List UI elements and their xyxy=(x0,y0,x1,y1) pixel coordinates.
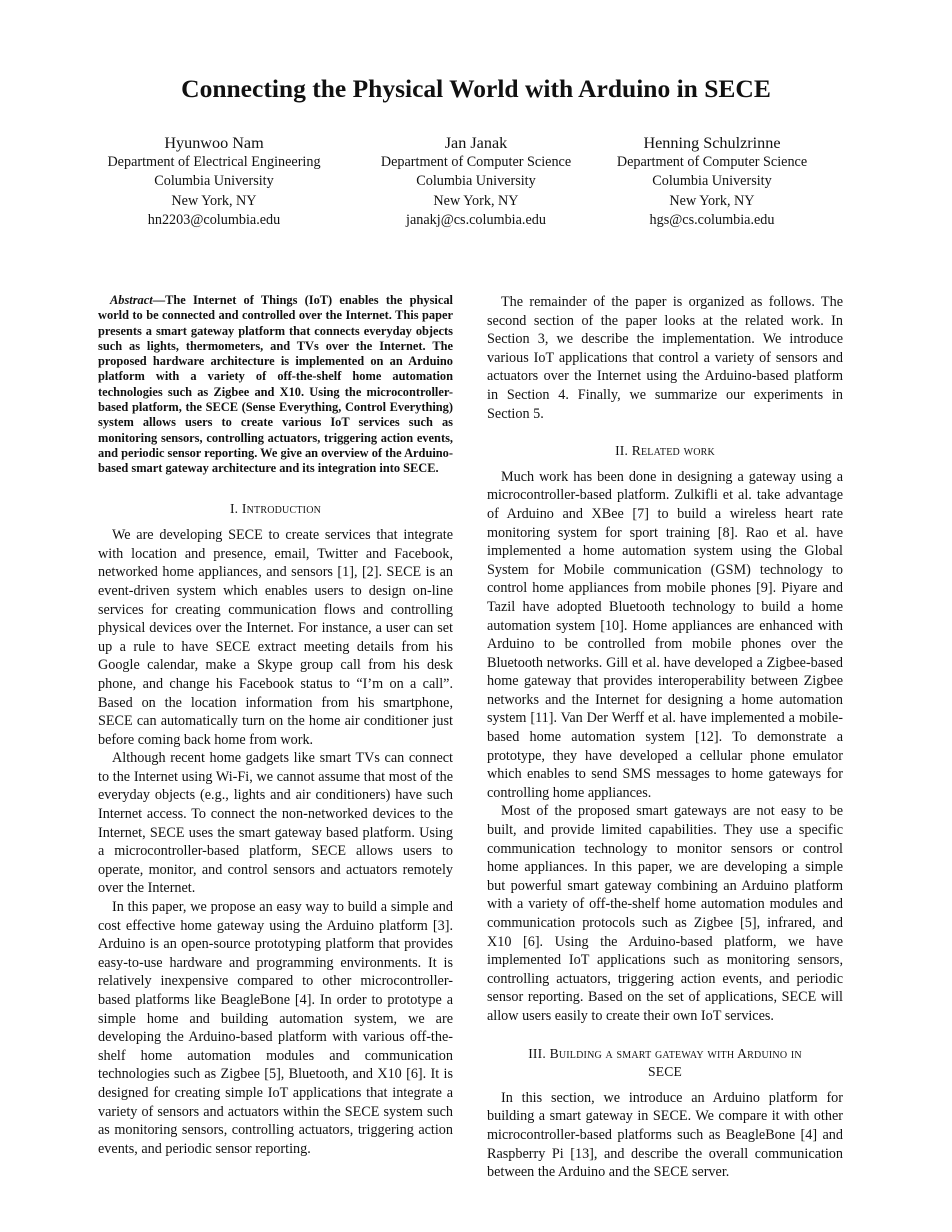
paragraph: Much work has been done in designing a gateway using a microcontroller-based platform. Zulkifli et al. take advantage of Arduino and XBee [7] to build a wireless heart rate monitoring system for sport training [8]. Rao et al. have implemented a home automation system using the Global System for Mobile communication (GSM) technology to control home appliances from mobile phones [9]. Piyare and Tazil have adopted Bluetooth technology to build a home automation system [10]. Home appliances are enhanced with Arduino to be controlled from mobile phones over the Bluetooth networks. Gill et al. have developed a Zigbee-based home gateway that provides interoperability between Zigbee networks and the Internet for designing a home automation system [11]. Van Der Werff et al. have implemented a mobile-based home automation system [12]. To demonstrate a prototype, they have developed a cellular phone emulator which enables to send SMS messages to home gateways for controlling home appliances. xyxy=(487,468,843,801)
paragraph: Most of the proposed smart gateways are not easy to be built, and provide limited capabilities. They use a specific communication technology to monitor sensors or control home appliances. In this paper, we are developing a simple but powerful smart gateway combining an Arduino platform with a variety of off-the-shelf home automation modules and communication protocols such as Zigbee [5], infrared, and X10 [6]. Using the Arduino-based platform, we have implemented IoT applications such as monitoring sensors, controlling actuators, triggering action events, and periodic sensor reporting. Based on the set of applications, SECE will allow users easily to create their own IoT services. xyxy=(487,803,843,1024)
paragraph: In this paper, we propose an easy way to build a simple and cost effective home gateway using the Arduino platform [3]. Arduino is an open-source prototyping platform that provides easy-to-use hardware and programming environments. It is relatively inexpensive compared to other microcontroller-based platforms like BeagleBone [4]. In order to prototype a simple home and building automation system, we are developing the Arduino-based platform with various off-the-shelf home automation modules and communication technologies such as Zigbee [5], Bluetooth, and X10 [6]. It is designed for creating simple IoT applications that integrate a variety of sensors and actuators within the SECE system such as monitoring sensors, controlling actuators, triggering action events, and periodic sensor reporting. xyxy=(98,899,453,1157)
author-name: Henning Schulzrinne xyxy=(643,134,781,152)
paragraph: We are developing SECE to create services that integrate with location and presence, email, Twitter and Facebook, networked home appliances, and sensors [1], [2]. SECE is an event-driven system which enables users to design on-line services for creating communication flows and controlling physical devices over the Internet. For instance, a user can set up a rule to have SECE extract meeting details from his Google calendar, make a Skype group call from his desk phone, and change his Facebook status to “I’m on a call”. Based on the location information from his smartphone, SECE can automatically turn on the home air conditioner just before coming back home from work. xyxy=(98,527,453,748)
author-block-3 xyxy=(582,133,842,230)
author-email: janakj@cs.columbia.edu xyxy=(406,211,546,228)
author-location: New York, NY xyxy=(669,192,755,209)
abstract-label: Abstract xyxy=(110,293,153,307)
author-department: Department of Computer Science xyxy=(616,154,808,170)
author-department: Department of Electrical Engineering xyxy=(107,154,321,170)
section-title: Introduction xyxy=(241,500,322,516)
section-heading-building-smart-gateway xyxy=(487,1045,843,1082)
author-email: hn2203@columbia.edu xyxy=(147,211,281,228)
author-name: Jan Janak xyxy=(444,134,508,152)
author-location: New York, NY xyxy=(171,192,257,209)
section-number: I. xyxy=(229,500,239,516)
section-title: Related work xyxy=(631,443,715,459)
author-name: Hyunwoo Nam xyxy=(164,134,264,152)
section-heading-related-work xyxy=(487,442,843,461)
right-column xyxy=(487,293,843,1182)
author-university: Columbia University xyxy=(416,173,536,190)
author-block-1 xyxy=(84,133,344,230)
section-title-continued: SECE xyxy=(647,1064,683,1080)
paragraph: The remainder of the paper is organized as follows. The second section of the paper looks at the related work. In Section 3, we describe the implementation. We introduce various IoT applications that control a variety of sensors and actuators over the Internet using the Arduino-based platform in Section 4. Finally, we summarize our experiments in Section 5. xyxy=(487,294,843,422)
abstract-text: —The Internet of Things (IoT) enables the physical world to be connected and controlled over the Internet. This paper presents a smart gateway platform that connects everyday objects such as lights, thermometers, and TVs over the Internet. The proposed hardware architecture is implemented on an Arduino platform with a variety of off-the-shelf home automation technologies such as Zigbee and X10. Using the microcontroller-based platform, the SECE (Sense Everything, Control Everything) system allows users to create various IoT services such as monitoring sensors, controlling actuators, triggering action events, and periodic sensor reporting. We give an overview of the Arduino-based smart gateway architecture and its integration into SECE. xyxy=(98,293,453,476)
section-heading-introduction xyxy=(98,500,453,519)
section-title: Building a smart gateway with Arduino in xyxy=(549,1045,802,1061)
author-department: Department of Computer Science xyxy=(380,154,572,170)
section-number: II. xyxy=(615,443,629,459)
author-email: hgs@cs.columbia.edu xyxy=(649,211,775,228)
paragraph: Although recent home gadgets like smart TVs can connect to the Internet using Wi-Fi, we cannot assume that most of the everyday objects (e.g., lights and air conditioners) have such Internet access. To connect the non-networked devices to the Internet, SECE uses the smart gateway based platform. Using a microcontroller-based platform, SECE allows users to operate, monitor, and control sensors and actuators remotely over the Internet. xyxy=(98,750,453,897)
left-column xyxy=(98,293,453,1158)
abstract xyxy=(98,293,453,477)
section-number: III. xyxy=(528,1045,546,1061)
author-university: Columbia University xyxy=(154,173,274,190)
author-location: New York, NY xyxy=(433,192,519,209)
paragraph: In this section, we introduce an Arduino platform for building a smart gateway in SECE. We compare it with other microcontroller-based platforms such as BeagleBone [4] and Raspberry Pi [13], and describe the overall communication between the Arduino and the SECE server. xyxy=(487,1089,843,1181)
author-block-2 xyxy=(346,133,606,230)
paper-title: Connecting the Physical World with Arduino in SECE xyxy=(181,74,771,103)
author-university: Columbia University xyxy=(652,173,772,190)
